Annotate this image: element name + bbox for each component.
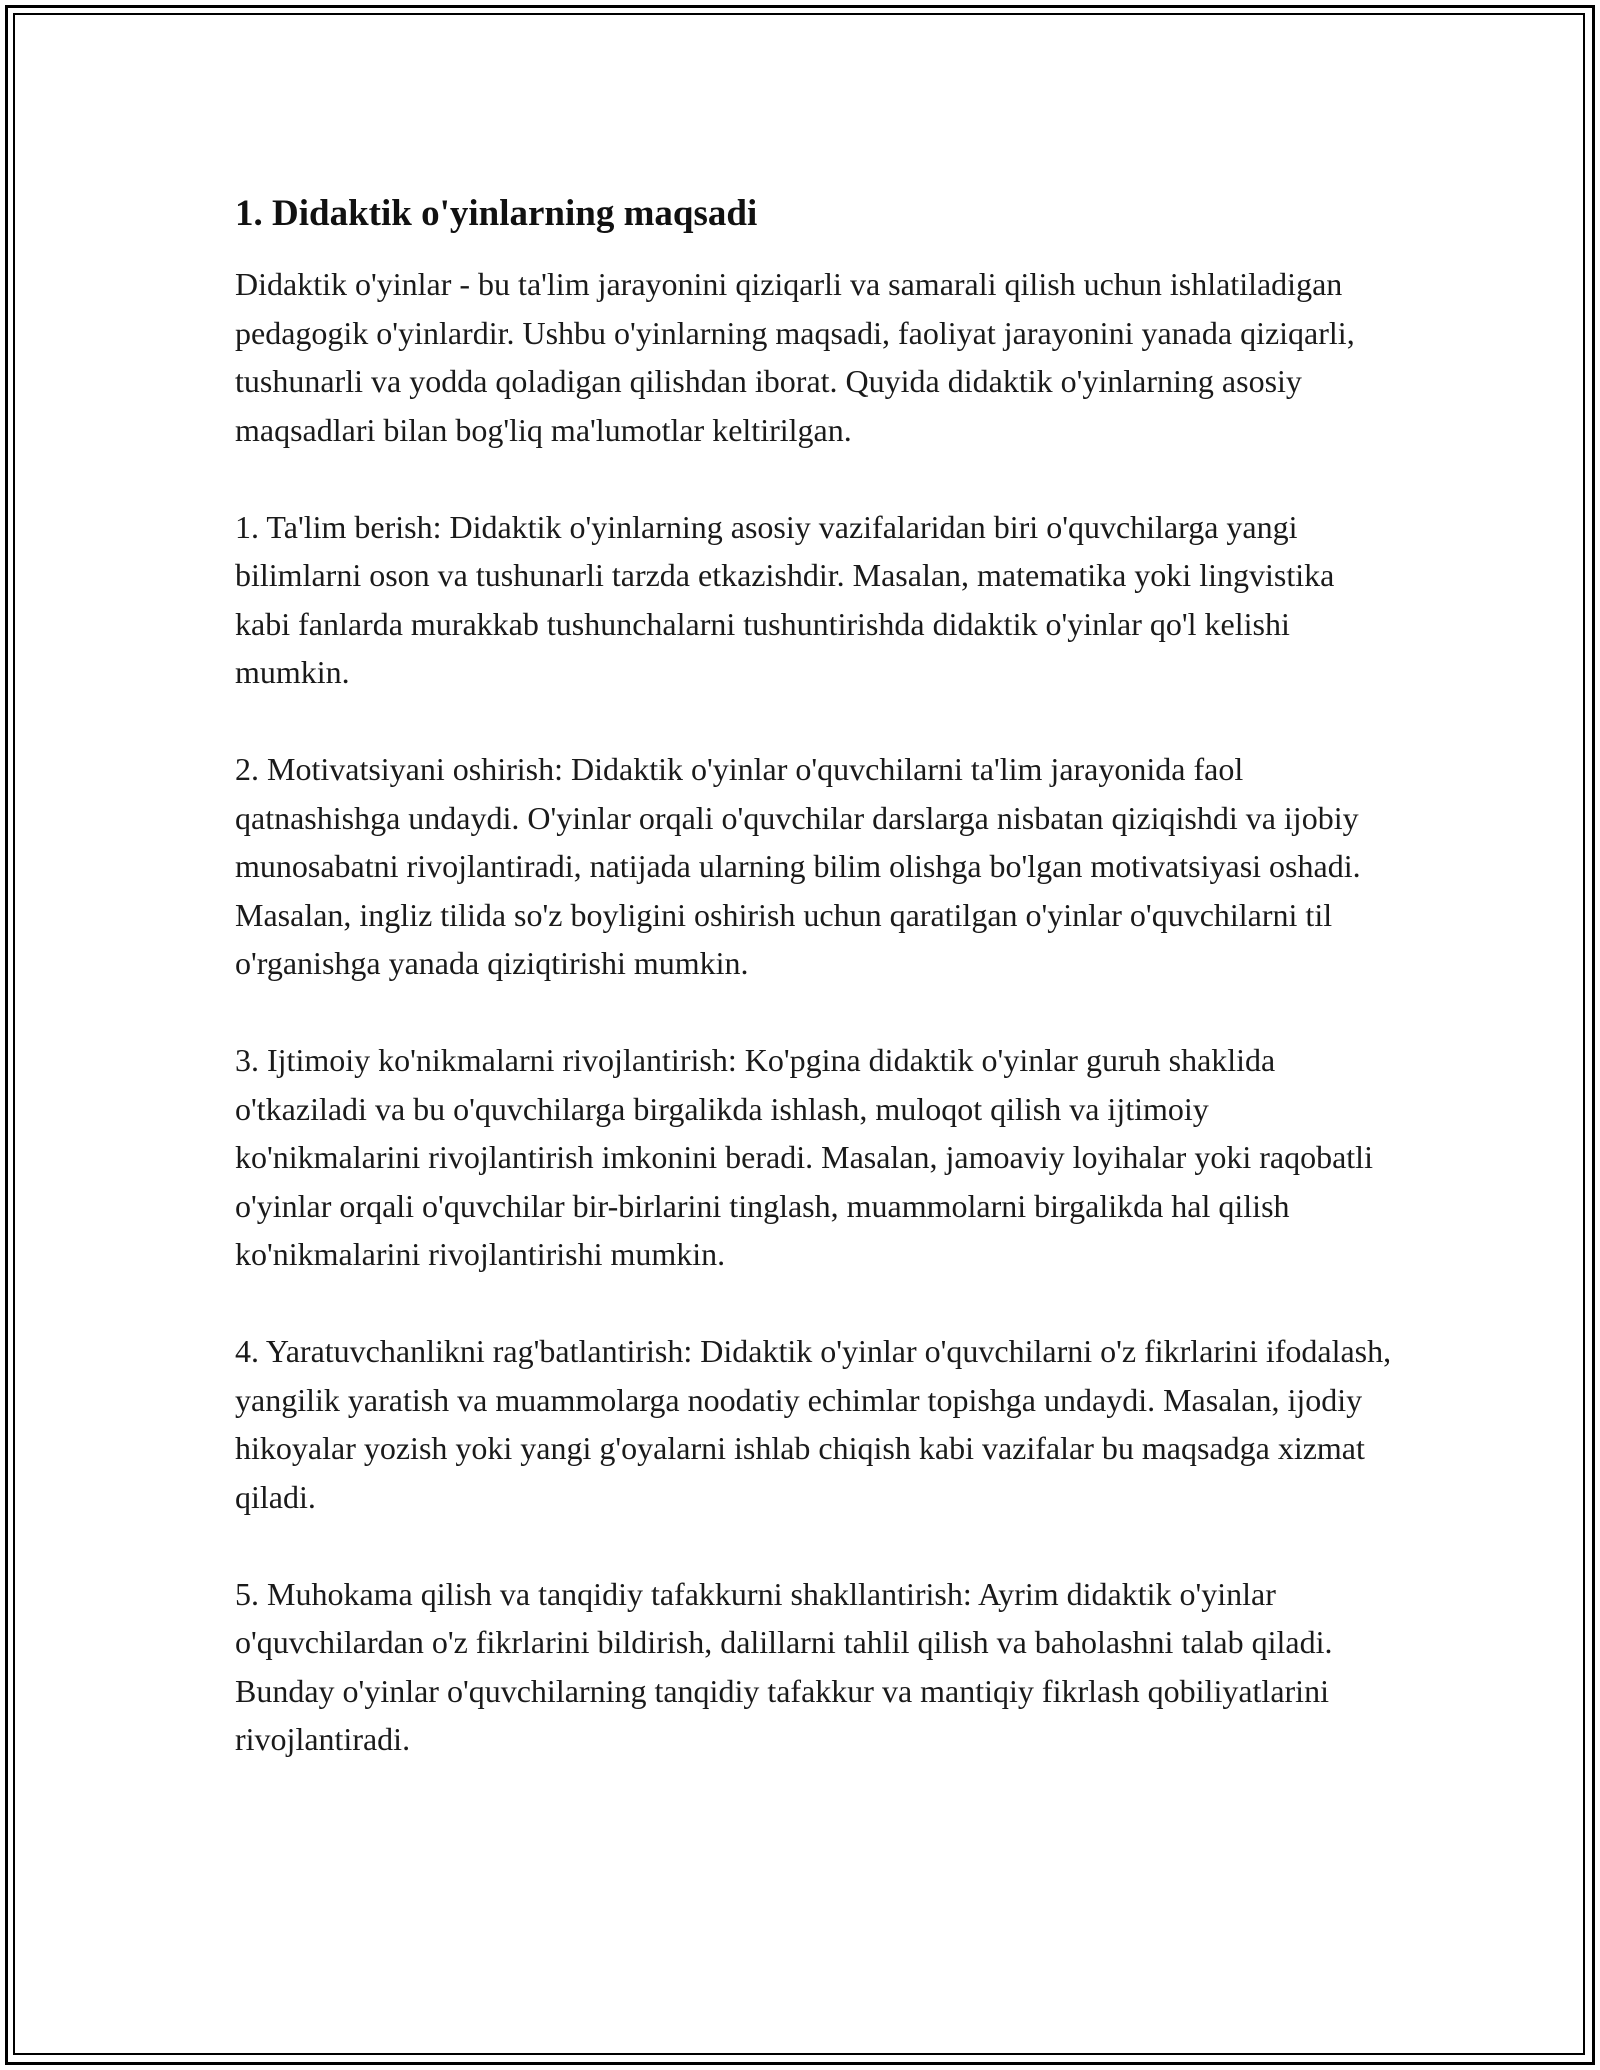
paragraph-muhokama: 5. Muhokama qilish va tanqidiy tafakkurni shakllantirish: Ayrim didaktik o'yinlar o'quvchilardan o'z fikrlarini bildirish, dalillarni tahlil qilish va baholashni talab qiladi. Bunday o'yinlar o'quvchilarning tanqidiy tafakkur va mantiqiy fikrlash qobiliyatlarini rivojlantiradi. xyxy=(235,1575,1333,1757)
paragraph-talim-berish: 1. Ta'lim berish: Didaktik o'yinlarning asosiy vazifalaridan biri o'quvchilarga yangi bilimlarni oson va tushunarli tarzda etkazishdir. Masalan, matematika yoki lingvistika kabi fanlarda murakkab tushunchalarni tushuntirishda didaktik o'yinlar qo'l kelishi mumkin. xyxy=(235,508,1335,690)
paragraph-yaratuvchanlik: 4. Yaratuvchanlikni rag'batlantirish: Didaktik o'yinlar o'quvchilarni o'z fikrlarini ifodalash, yangilik yaratish va muammolarga noodatiy echimlar topishga undaydi. Masalan, ijodiy hikoyalar yozish yoki yangi g'oyalarni ishlab chiqish kabi vazifalar bu maqsadga xizmat qiladi. xyxy=(235,1333,1392,1515)
paragraph-intro: Didaktik o'yinlar - bu ta'lim jarayonini qiziqarli va samarali qilish uchun ishlatiladigan pedagogik o'yinlardir. Ushbu o'yinlarning maqsadi, faoliyat jarayonini yanada qiziqarli, tushunarli va yodda qoladigan qilishdan iborat. Quyida didaktik o'yinlarning asosiy maqsadlari bilan bog'liq ma'lumotlar keltirilgan. xyxy=(235,266,1355,448)
document-body xyxy=(235,190,1395,1764)
paragraph-motivatsiya: 2. Motivatsiyani oshirish: Didaktik o'yinlar o'quvchilarni ta'lim jarayonida faol qatnashishga undaydi. O'yinlar orqali o'quvchilar darslarga nisbatan qiziqishdi va ijobiy munosabatni rivojlantiradi, natijada ularning bilim olishga bo'lgan motivatsiyasi oshadi. Masalan, ingliz tilida so'z boyligini oshirish uchun qaratilgan o'yinlar o'quvchilarni til o'rganishga yanada qiziqtirishi mumkin. xyxy=(235,751,1361,981)
paragraph-ijtimoiy: 3. Ijtimoiy ko'nikmalarni rivojlantirish: Ko'pgina didaktik o'yinlar guruh shaklida o'tkaziladi va bu o'quvchilarga birgalikda ishlash, muloqot qilish va ijtimoiy ko'nikmalarini rivojlantirish imkonini beradi. Masalan, jamoaviy loyihalar yoki raqobatli o'yinlar orqali o'quvchilar bir-birlarini tinglash, muammolarni birgalikda hal qilish ko'nikmalarini rivojlantirishi mumkin. xyxy=(235,1042,1373,1272)
document-title: 1. Didaktik o'yinlarning maqsadi xyxy=(235,193,758,234)
